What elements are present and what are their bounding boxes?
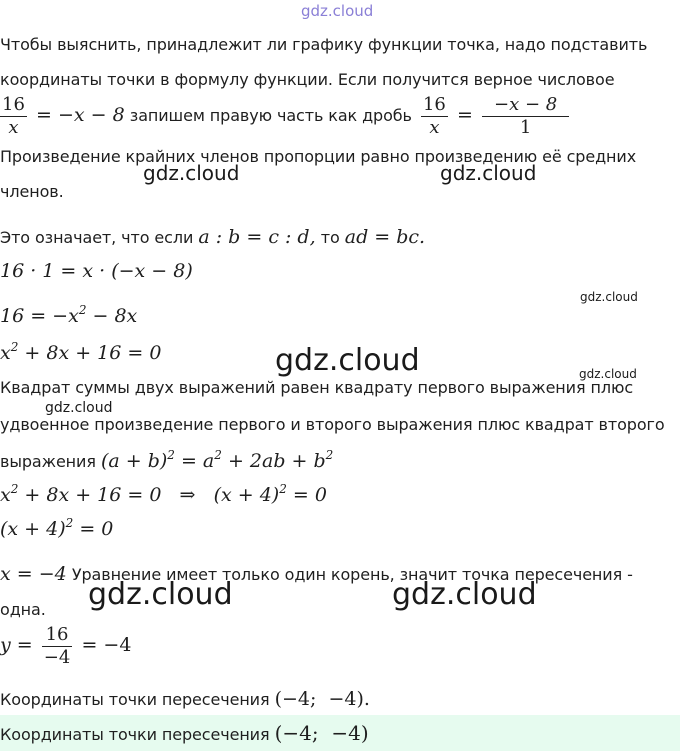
equation-text: запишем правую часть как дробь xyxy=(129,106,412,125)
equation-line: $(x + 4)^2 = 0$ xyxy=(0,516,114,540)
watermark: gdz.cloud xyxy=(88,577,233,612)
math-formula: $(a + b)^2 = a^2 + 2ab + b^2$ xyxy=(100,448,334,472)
watermark: gdz.cloud xyxy=(45,400,113,416)
watermark: gdz.cloud xyxy=(580,290,638,304)
equation-line: 16 · 1 = x · (−x − 8) xyxy=(0,260,193,282)
equals-sign: = xyxy=(456,104,473,126)
paragraph-line: удвоенное произведение первого и второго выражения плюс квадрат второго xyxy=(0,415,665,434)
paragraph-line: членов. xyxy=(0,182,64,201)
watermark-top: gdz.cloud xyxy=(301,2,374,20)
paragraph-line: Это означает, что если a : b = c : d, то ad = bc. xyxy=(0,226,426,248)
equation-line: $x^2 + 8x + 16 = 0$ ⇒ $(x + 4)^2 = 0$ xyxy=(0,482,327,506)
watermark: gdz.cloud xyxy=(392,577,537,612)
watermark: gdz.cloud xyxy=(275,343,420,378)
fraction: $\frac{16}{x}$ xyxy=(2,94,25,138)
equation-line xyxy=(0,94,573,139)
paragraph-line: координаты точки в формулу функции. Если получится верное числовое xyxy=(0,70,615,89)
fraction: $\frac{16}{x}$ xyxy=(422,94,446,138)
equation-line: y = $\frac{16}{-4}$ = −4 xyxy=(0,624,132,668)
answer-line: Координаты точки пересечения (−4; −4) xyxy=(0,721,369,745)
watermark: gdz.cloud xyxy=(579,367,637,381)
answer-box xyxy=(0,715,680,751)
paragraph-line: x = −4 Уравнение имеет только один корень, значит точка пересечения - xyxy=(0,563,633,585)
paragraph-line: выражения $(a + b)^2 = a^2 + 2ab + b^2$ xyxy=(0,448,334,472)
paragraph-line: Координаты точки пересечения (−4; −4). xyxy=(0,688,370,710)
paragraph-line: Произведение крайних членов пропорции равно произведению её средних xyxy=(0,147,637,166)
paragraph-line: одна. xyxy=(0,600,46,619)
equation-line: $x^2 + 8x + 16 = 0$ xyxy=(0,340,162,364)
fraction: $\frac{-x - 8}{1}$ xyxy=(482,94,569,139)
paragraph-line: Квадрат суммы двух выражений равен квадрату первого выражения плюс xyxy=(0,378,634,397)
watermark: gdz.cloud xyxy=(143,161,240,185)
watermark: gdz.cloud xyxy=(440,161,537,185)
equation-line: $16 = -x^2 - 8x$ xyxy=(0,303,138,327)
equation-rhs: = −x − 8 xyxy=(36,104,125,126)
fraction: $\frac{16}{-4}$ xyxy=(43,624,71,668)
paragraph-line: Чтобы выяснить, принадлежит ли графику функции точка, надо подставить xyxy=(0,35,648,54)
